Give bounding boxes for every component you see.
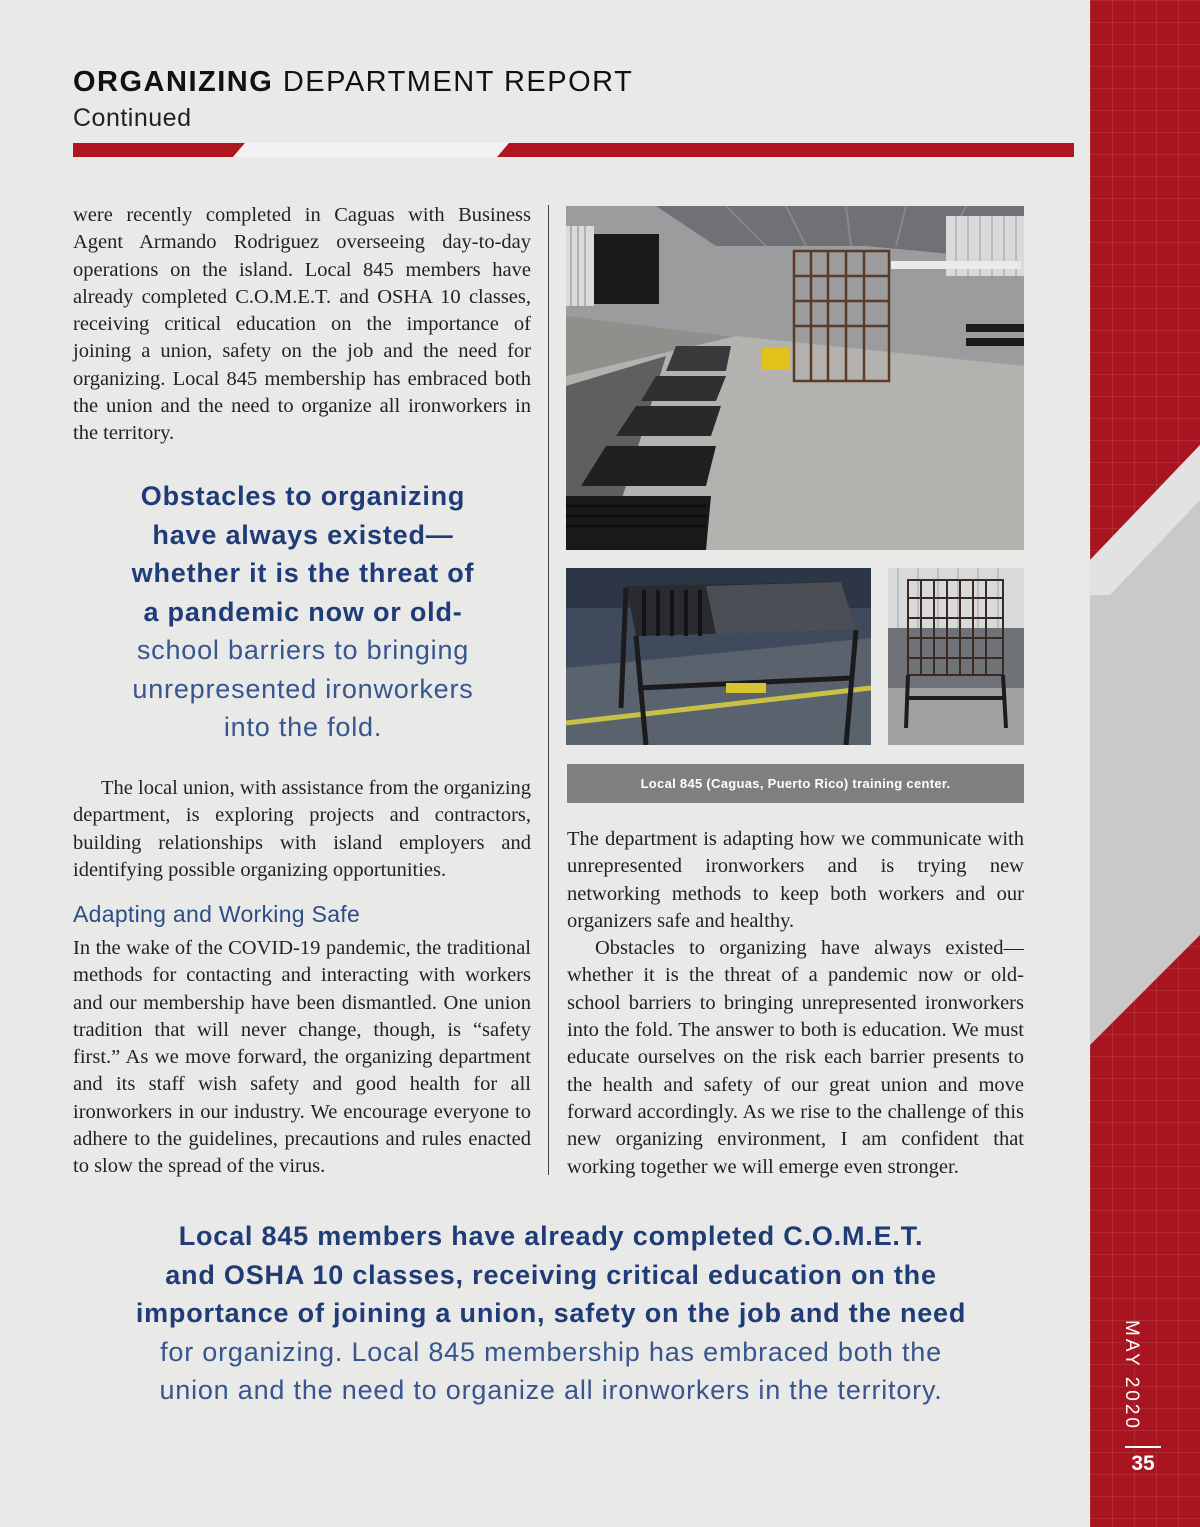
page-subtitle: Continued <box>73 104 192 132</box>
title-rest-part: DEPARTMENT REPORT <box>282 66 634 98</box>
intro-paragraph: were recently completed in Caguas with Business Agent Armando Rodriguez overseeing day-to-day operations on the island. Local 845 members have already completed C.O.M.E.T. and OSHA 10 classes, receiving critical education on the importance of joining a union, safety on the job and the need for organizing. Local 845 membership has embraced both the union and the need to organize all ironworkers in the territory. <box>73 204 531 445</box>
title-bold-part: ORGANIZING <box>73 66 274 98</box>
bottom-quote-line: union and the need to organize all ironworkers in the territory. <box>159 1375 943 1406</box>
bottom-quote-line: for organizing. Local 845 membership has embraced both the <box>160 1336 942 1367</box>
body-paragraph: The local union, with assistance from the organizing department, is exploring projects and contractors, building relationships with island employers and identifying possible organizing opportunities. <box>73 777 532 881</box>
training-center-photo <box>566 206 1024 550</box>
body-paragraph: Obstacles to organizing have always existed—whether it is the threat of a pandemic now or old-school barriers to bringing unrepresented ironworkers into the fold. The answer to both is education. We must educate ourselves on the risk each barrier presents to the health and safety of our great union and move forward accordingly. As we rise to the challenge of this new organizing environment, I am confident that working together we will emerge even stronger. <box>567 937 1024 1178</box>
right-column-text <box>567 826 1024 1181</box>
left-intro-text <box>73 202 531 448</box>
pull-quote-line: school barriers to bringing <box>136 635 470 665</box>
issue-date: MAY 2020 <box>1121 1320 1142 1431</box>
column-divider <box>548 205 549 1175</box>
header-accent-bar <box>73 143 1074 157</box>
section-heading: Adapting and Working Safe <box>73 901 361 927</box>
bottom-pull-quote <box>73 1217 1029 1410</box>
page-title <box>73 66 633 99</box>
pull-quote-line: a pandemic now or old- <box>143 596 463 627</box>
bottom-quote-line: importance of joining a union, safety on the job and the need <box>135 1298 967 1329</box>
body-paragraph: The department is adapting how we communicate with unrepresented ironworkers and is trying new networking methods to keep both workers and our organizers safe and healthy. <box>567 828 1024 932</box>
pull-quote-line: have always existed— <box>152 519 454 550</box>
body-paragraph: In the wake of the COVID-19 pandemic, the traditional methods for contacting and interacting with workers and our membership have been dismantled. One union tradition that will never change, though, is “safety first.” As we move forward, the organizing department and its staff wish safety and good health for all ironworkers in our industry. We encourage everyone to adhere to the guidelines, precautions and rules enacted to slow the spread of the virus. <box>73 937 531 1178</box>
welding-table-photo <box>566 568 871 745</box>
pull-quote-line: into the fold. <box>223 712 383 742</box>
bottom-quote-line: Local 845 members have already completed C.O.M.E.T. <box>178 1221 924 1251</box>
left-middle-text <box>73 775 531 884</box>
decorative-edge <box>1090 0 1200 1527</box>
pull-quote-line: unrepresented ironworkers <box>132 673 474 704</box>
bottom-quote-line: and OSHA 10 classes, receiving critical education on the <box>165 1259 937 1290</box>
pull-quote-line: Obstacles to organizing <box>140 481 466 511</box>
left-bottom-text <box>73 935 531 1181</box>
edge-diagonal-graphic <box>1090 0 1200 1527</box>
pull-quote-line: whether it is the threat of <box>131 558 475 588</box>
page-number-rule <box>1125 1446 1161 1448</box>
photo-caption: Local 845 (Caguas, Puerto Rico) training center. <box>567 764 1024 803</box>
pull-quote <box>73 477 533 747</box>
rebar-cage-photo <box>888 568 1024 745</box>
page-number: 35 <box>1131 1452 1155 1475</box>
